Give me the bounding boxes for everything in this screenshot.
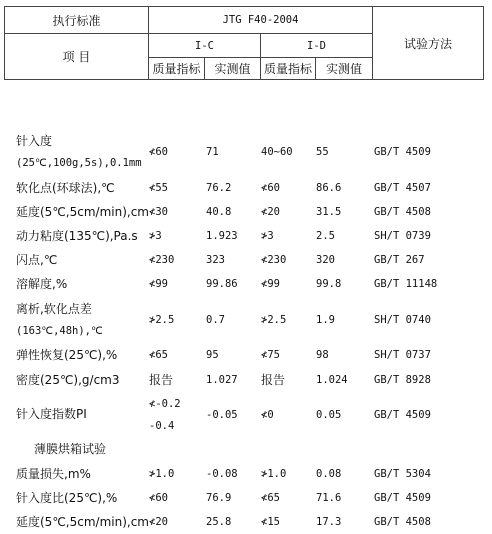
ic-value: 1.923 (206, 230, 238, 242)
header-id-measured: 实测值 (325, 62, 362, 76)
row-name: 软化点(环球法),℃ (16, 181, 115, 195)
header-id-quality-index: 质量指标 (263, 62, 312, 76)
ic-value: 323 (206, 254, 225, 266)
ic-spec: ≮230 (149, 254, 175, 266)
id-value: 55 (316, 146, 329, 158)
id-spec: ≮75 (261, 349, 280, 361)
ic-spec: ≮55 (149, 182, 168, 194)
test-method: GB/T 5304 (374, 468, 431, 480)
row-name: 溶解度,% (16, 277, 68, 291)
id-spec: ≮230 (261, 254, 287, 266)
id-value: 17.3 (316, 516, 342, 528)
ic-value: 99.86 (206, 278, 238, 290)
id-value: 71.6 (316, 492, 342, 504)
header-table (4, 6, 484, 80)
header-ic-quality-index: 质量指标 (152, 62, 201, 76)
ic-spec: ≯3 (149, 230, 162, 242)
row-name: 质量损失,m% (16, 467, 91, 481)
id-spec: ≮60 (261, 182, 280, 194)
ic-value: 76.2 (206, 182, 232, 194)
test-method: GB/T 4509 (374, 146, 431, 158)
row-name: 离析,软化点差 (16, 302, 92, 316)
row-name: 针入度比(25℃),% (16, 491, 118, 505)
ic-value: 71 (206, 146, 219, 158)
ic-spec: 报告 (149, 373, 174, 387)
ic-spec: ≯2.5 (149, 314, 175, 326)
test-method: SH/T 0739 (374, 230, 431, 242)
row-name: 延度(5℃,5cm/min),cm (16, 515, 149, 529)
id-spec: ≯2.5 (261, 314, 287, 326)
header-standard-label: 执行标准 (52, 13, 101, 28)
ic-spec: ≮30 (149, 206, 168, 218)
ic-spec: ≮65 (149, 349, 168, 361)
id-spec: ≯3 (261, 230, 274, 242)
test-method: GB/T 4507 (374, 182, 431, 194)
test-method: GB/T 8928 (374, 374, 431, 386)
test-method: GB/T 4509 (374, 409, 431, 421)
id-value: 1.024 (316, 374, 348, 386)
ic-value: -0.08 (206, 468, 238, 480)
ic-value: 95 (206, 349, 219, 361)
ic-value: 76.9 (206, 492, 232, 504)
row-subname: (163℃,48h),℃ (16, 325, 103, 337)
id-value: 1.9 (316, 314, 335, 326)
header-test-method: 试验方法 (403, 36, 452, 51)
header-item-label: 项 目 (62, 50, 91, 64)
ic-spec: ≮60 (149, 492, 168, 504)
id-spec: 40~60 (261, 146, 293, 158)
header-grade-ic: I-C (195, 39, 214, 52)
row-name: 针入度指数PI (16, 407, 87, 421)
ic-spec: ≮-0.2 (149, 398, 181, 410)
row-name: 针入度 (16, 134, 53, 148)
id-value: 0.05 (316, 409, 342, 421)
id-value: 31.5 (316, 206, 342, 218)
ic-value: 25.8 (206, 516, 232, 528)
id-value: 0.08 (316, 468, 342, 480)
ic-spec: ≮60 (149, 146, 168, 158)
row-name: 延度(5℃,5cm/min),cm (16, 205, 149, 219)
test-method: GB/T 4508 (374, 206, 431, 218)
header-standard-code: JTG F40-2004 (222, 14, 299, 26)
id-spec: 报告 (261, 373, 286, 387)
id-spec: ≮15 (261, 516, 280, 528)
ic-value: -0.05 (206, 409, 238, 421)
ic-spec: ≮99 (149, 278, 168, 290)
id-value: 99.8 (316, 278, 342, 290)
test-method: SH/T 0737 (374, 349, 431, 361)
row-name: 动力粘度(135℃),Pa.s (16, 229, 138, 243)
test-method: GB/T 11148 (374, 278, 438, 290)
ic-value: 40.8 (206, 206, 232, 218)
ic-spec: ≯1.0 (149, 468, 175, 480)
test-method: SH/T 0740 (374, 314, 431, 326)
test-method: GB/T 267 (374, 254, 425, 266)
section-title: 薄膜烘箱试验 (34, 442, 107, 456)
row-name: 闪点,℃ (16, 253, 58, 267)
header-grade-id: I-D (307, 39, 326, 52)
row-name: 密度(25℃),g/cm3 (16, 373, 120, 387)
row-subname: (25℃,100g,5s),0.1mm (16, 157, 142, 169)
test-method: GB/T 4509 (374, 492, 431, 504)
ic-spec: ≮20 (149, 516, 168, 528)
test-method: GB/T 4508 (374, 516, 431, 528)
id-value: 86.6 (316, 182, 342, 194)
id-value: 320 (316, 254, 335, 266)
ic-spec-lower: -0.4 (149, 420, 175, 432)
id-spec: ≮99 (261, 278, 280, 290)
header-ic-measured: 实测值 (214, 62, 251, 76)
ic-value: 1.027 (206, 374, 238, 386)
id-spec: ≯1.0 (261, 468, 287, 480)
id-spec: ≮20 (261, 206, 280, 218)
ic-value: 0.7 (206, 314, 225, 326)
id-value: 2.5 (316, 230, 335, 242)
id-value: 98 (316, 349, 329, 361)
id-spec: ≮65 (261, 492, 280, 504)
row-name: 弹性恢复(25℃),% (16, 348, 118, 362)
id-spec: ≮0 (261, 409, 274, 421)
